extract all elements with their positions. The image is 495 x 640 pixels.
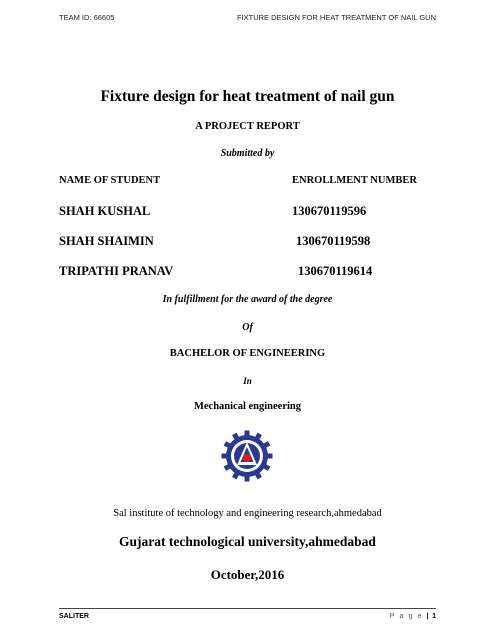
institute-name: Sal institute of technology and engineering research,ahmedabad [113,508,382,519]
university-name: Gujarat technological university,ahmedabad [119,534,376,549]
of-text: Of [242,322,253,333]
student-enrollment: 130670119598 [296,234,371,248]
student-enrollment: 130670119596 [292,204,367,218]
submission-date: October,2016 [210,567,285,582]
student-name: SHAH SHAIMIN [59,234,154,248]
name-column-header: NAME OF STUDENT [59,175,161,186]
enrollment-column-header: ENROLLMENT NUMBER [292,175,417,186]
report-type: A PROJECT REPORT [195,121,300,132]
branch-name: Mechanical engineering [193,401,302,412]
institute-gear-emblem-icon [220,429,274,483]
in-text: In [243,376,252,386]
footer-page-label: P a g e [389,613,424,620]
footer-institute-code: SALITER [59,613,89,620]
header-project-title: FIXTURE DESIGN FOR HEAT TREATMENT OF NAIL GUN [236,13,436,22]
footer-divider [59,608,436,609]
footer-page-indicator [390,613,436,620]
footer-separator: | [426,613,429,620]
document-title: Fixture design for heat treatment of nail gun [100,88,395,105]
student-name: SHAH KUSHAL [59,204,151,218]
submitted-by: Submitted by [220,148,275,159]
header-team-id: TEAM ID: 66605 [59,13,115,22]
degree-name: BACHELOR OF ENGINEERING [169,348,326,359]
footer-page-number: 1 [432,613,436,620]
fulfillment-statement: In fulfillment for the award of the degree [162,294,333,305]
student-enrollment: 130670119614 [298,264,373,278]
student-name: TRIPATHI PRANAV [59,264,174,278]
institute-logo [220,429,274,483]
